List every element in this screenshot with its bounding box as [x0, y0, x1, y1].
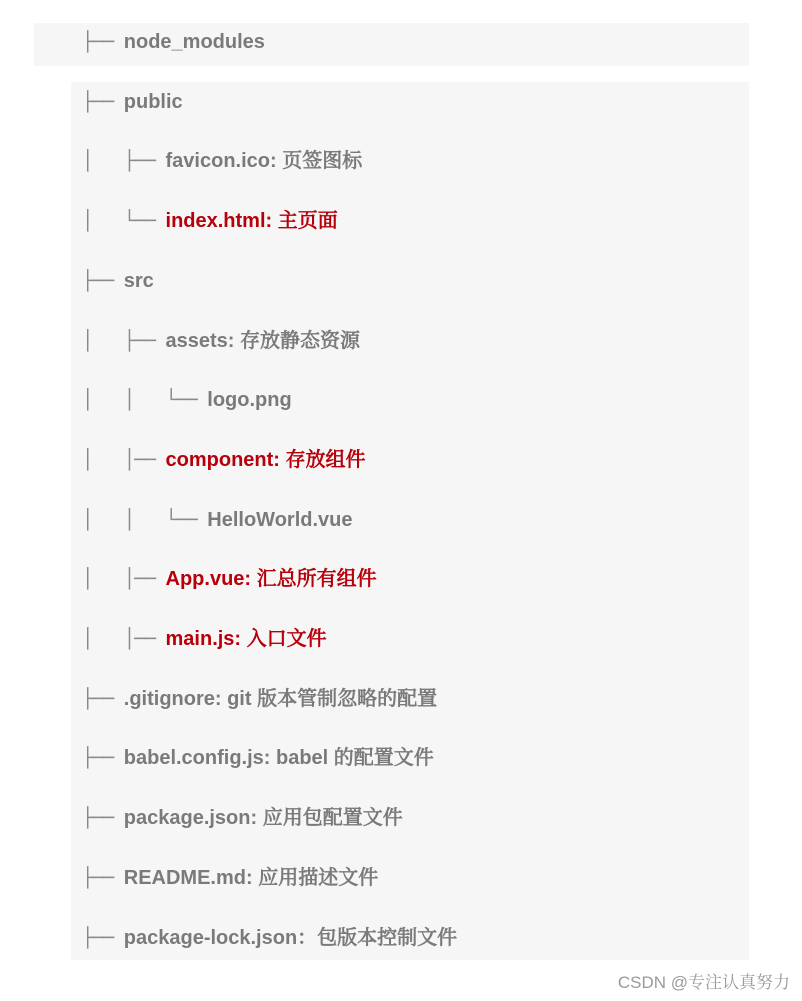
tree-item-label: package.json: 应用包配置文件: [123, 807, 403, 829]
tree-branch-connector: ├──: [82, 270, 124, 292]
tree-row: [82, 266, 154, 296]
tree-row: [82, 146, 362, 176]
tree-row: [82, 326, 360, 356]
tree-row: [82, 445, 366, 475]
tree-item-label: public: [123, 91, 183, 113]
tree-item-label: main.js: 入口文件: [165, 628, 327, 650]
tree-item-label: index.html: 主页面: [165, 210, 338, 232]
tree-row: [82, 743, 434, 773]
watermark: CSDN @专注认真努力: [617, 973, 790, 992]
tree-item-label: logo.png: [207, 389, 292, 411]
tree-branch-connector: │ │ └──: [82, 389, 208, 411]
tree-row: [82, 27, 265, 57]
tree-branch-connector: ├──: [82, 91, 124, 113]
tree-branch-connector: │ │──: [82, 449, 166, 471]
tree-item-label: assets: 存放静态资源: [165, 330, 361, 352]
tree-item-label: node_modules: [123, 31, 265, 53]
tree-row: [82, 385, 292, 415]
tree-branch-connector: ├──: [82, 807, 124, 829]
tree-item-label: HelloWorld.vue: [207, 509, 353, 531]
tree-item-label: component: 存放组件: [165, 449, 366, 471]
tree-item-label: package-lock.json：包版本控制文件: [123, 927, 458, 949]
tree-row: [82, 684, 437, 714]
tree-row: [82, 803, 403, 833]
tree-branch-connector: ├──: [82, 747, 124, 769]
tree-branch-connector: │ │ └──: [82, 509, 208, 531]
tree-row: [82, 863, 378, 893]
tree-branch-connector: ├──: [82, 927, 124, 949]
tree-branch-connector: │ │──: [82, 568, 166, 590]
tree-branch-connector: ├──: [82, 867, 124, 889]
tree-row: [82, 564, 377, 594]
tree-item-label: .gitignore: git 版本管制忽略的配置: [123, 688, 438, 710]
tree-row: [82, 87, 183, 117]
tree-item-label: src: [123, 270, 154, 292]
tree-branch-connector: │ │──: [82, 628, 166, 650]
tree-row: [82, 505, 353, 535]
tree-row: [82, 923, 457, 953]
tree-row: [82, 624, 327, 654]
tree-branch-connector: │ └──: [82, 210, 166, 232]
tree-branch-connector: ├──: [82, 688, 124, 710]
tree-branch-connector: │ ├──: [82, 330, 166, 352]
tree-branch-connector: │ ├──: [82, 150, 166, 172]
tree-item-label: README.md: 应用描述文件: [123, 867, 379, 889]
tree-item-label: App.vue: 汇总所有组件: [165, 568, 377, 590]
tree-item-label: favicon.ico: 页签图标: [165, 150, 363, 172]
tree-branch-connector: ├──: [82, 31, 124, 53]
tree-item-label: babel.config.js: babel 的配置文件: [123, 747, 434, 769]
tree-row: [82, 206, 338, 236]
